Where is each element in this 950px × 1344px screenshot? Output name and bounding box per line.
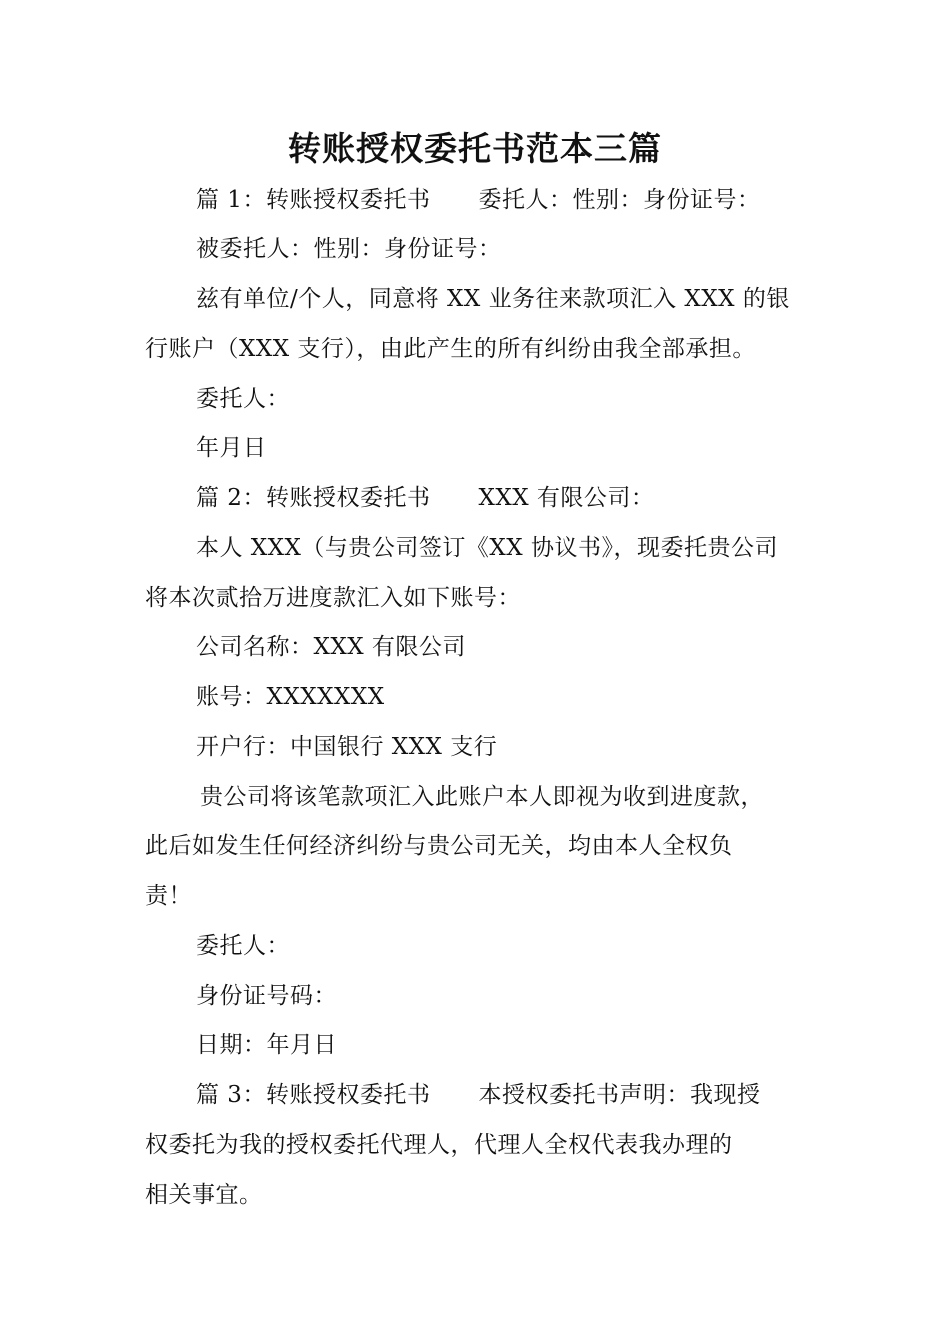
- section-1-heading: 篇 1：转账授权委托书: [196, 187, 431, 213]
- text-line: 身份证号码：: [196, 983, 337, 1009]
- text-line: 行账户（XXX 支行），由此产生的所有纠纷由我全部承担。: [145, 336, 756, 362]
- text-line: 公司名称：XXX 有限公司: [196, 634, 466, 660]
- section-1-principal-info: 委托人：性别：身份证号：: [478, 187, 761, 213]
- text-line: [196, 185, 826, 215]
- text-line: [196, 483, 826, 513]
- document-title: 转账授权委托书范本三篇: [288, 129, 662, 168]
- section-3-statement: 本授权委托书声明：我现授: [478, 1082, 761, 1108]
- text-line: 开户行：中国银行 XXX 支行: [196, 734, 498, 760]
- text-line: 日期：年月日: [196, 1032, 337, 1058]
- text-line: 责！: [145, 883, 192, 909]
- section-2-addressee: XXX 有限公司：: [478, 485, 655, 511]
- text-line: 兹有单位/个人，同意将 XX 业务往来款项汇入 XXX 的银: [196, 286, 790, 312]
- text-line: 将本次贰拾万进度款汇入如下账号：: [145, 585, 521, 611]
- text-line: 委托人：: [196, 933, 290, 959]
- text-line: 权委托为我的授权委托代理人，代理人全权代表我办理的: [145, 1132, 733, 1158]
- section-2-heading: 篇 2：转账授权委托书: [196, 485, 431, 511]
- text-line: 此后如发生任何经济纠纷与贵公司无关，均由本人全权负: [145, 833, 733, 859]
- text-line: 账号：XXXXXXX: [196, 684, 385, 710]
- text-line: 本人 XXX（与贵公司签订《XX 协议书》，现委托贵公司: [196, 535, 778, 561]
- text-line: 贵公司将该笔款项汇入此账户本人即视为收到进度款，: [200, 784, 764, 810]
- section-3-heading: 篇 3：转账授权委托书: [196, 1082, 431, 1108]
- text-line: 被委托人：性别：身份证号：: [196, 236, 502, 262]
- text-line: [196, 1080, 826, 1110]
- text-line: 年月日: [196, 435, 267, 461]
- text-line: 相关事宜。: [145, 1182, 263, 1208]
- text-line: 委托人：: [196, 386, 290, 412]
